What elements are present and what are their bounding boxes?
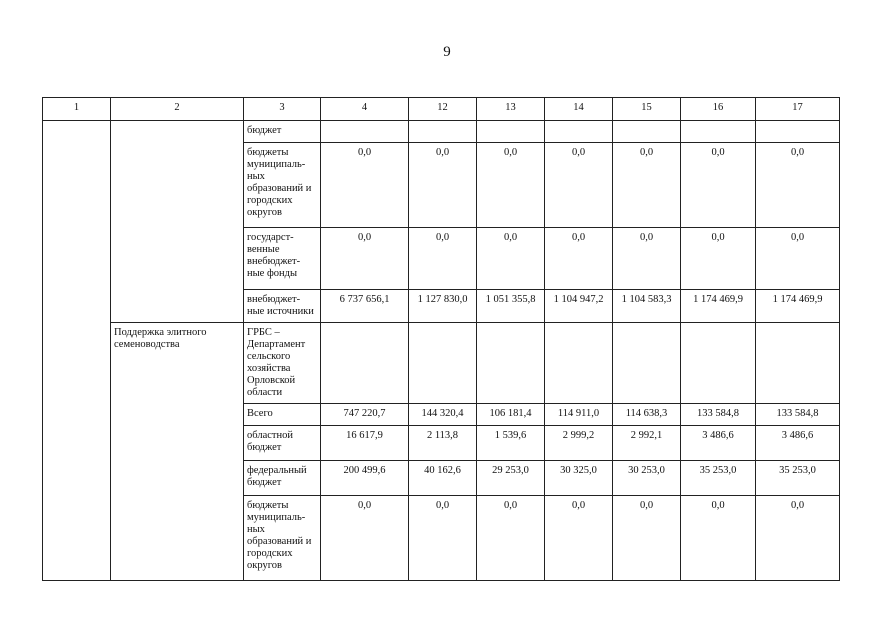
section-title: Поддержка элитного семеноводства: [111, 323, 244, 581]
value-cell: 35 253,0: [756, 461, 840, 496]
row-label: бюджеты муниципаль-ных образований и городских округов: [244, 496, 321, 581]
value-cell: 0,0: [477, 496, 545, 581]
row-label: бюджеты муниципаль-ных образований и городских округов: [244, 143, 321, 228]
row-label: ГРБС – Департамент сельского хозяйства Орловской области: [244, 323, 321, 404]
table-row: [43, 323, 840, 404]
value-cell: 30 253,0: [613, 461, 681, 496]
value-cell: 3 486,6: [681, 426, 756, 461]
table-row: [43, 121, 840, 143]
value-cell: 114 911,0: [545, 404, 613, 426]
value-cell: 30 325,0: [545, 461, 613, 496]
header-cell: 16: [681, 98, 756, 121]
value-cell: 0,0: [477, 228, 545, 290]
row-label: Всего: [244, 404, 321, 426]
value-cell: 0,0: [409, 143, 477, 228]
value-cell: [409, 121, 477, 143]
value-cell: 0,0: [477, 143, 545, 228]
value-cell: 114 638,3: [613, 404, 681, 426]
value-cell: 0,0: [756, 143, 840, 228]
value-cell: [613, 121, 681, 143]
value-cell: 40 162,6: [409, 461, 477, 496]
value-cell: [321, 323, 409, 404]
value-cell: [545, 323, 613, 404]
value-cell: 6 737 656,1: [321, 290, 409, 323]
value-cell: [613, 323, 681, 404]
value-cell: [545, 121, 613, 143]
value-cell: 0,0: [409, 496, 477, 581]
value-cell: 0,0: [613, 496, 681, 581]
value-cell: 0,0: [545, 228, 613, 290]
value-cell: 1 539,6: [477, 426, 545, 461]
value-cell: 0,0: [409, 228, 477, 290]
value-cell: 1 174 469,9: [756, 290, 840, 323]
value-cell: 0,0: [681, 228, 756, 290]
row-label: внебюджет-ные источники: [244, 290, 321, 323]
merged-col-1: [43, 121, 111, 581]
value-cell: 747 220,7: [321, 404, 409, 426]
value-cell: 133 584,8: [756, 404, 840, 426]
row-label: бюджет: [244, 121, 321, 143]
value-cell: 0,0: [321, 228, 409, 290]
header-cell: 3: [244, 98, 321, 121]
value-cell: 1 104 947,2: [545, 290, 613, 323]
value-cell: 0,0: [545, 496, 613, 581]
value-cell: [477, 121, 545, 143]
value-cell: [756, 323, 840, 404]
row-label: государст-венные внебюджет-ные фонды: [244, 228, 321, 290]
value-cell: 1 174 469,9: [681, 290, 756, 323]
value-cell: 106 181,4: [477, 404, 545, 426]
value-cell: 35 253,0: [681, 461, 756, 496]
value-cell: [477, 323, 545, 404]
header-cell: 17: [756, 98, 840, 121]
value-cell: [409, 323, 477, 404]
value-cell: 0,0: [756, 228, 840, 290]
value-cell: 1 127 830,0: [409, 290, 477, 323]
value-cell: 29 253,0: [477, 461, 545, 496]
value-cell: 144 320,4: [409, 404, 477, 426]
header-cell: 14: [545, 98, 613, 121]
row-label: областной бюджет: [244, 426, 321, 461]
value-cell: [681, 121, 756, 143]
header-cell: 2: [111, 98, 244, 121]
value-cell: 0,0: [545, 143, 613, 228]
header-cell: 15: [613, 98, 681, 121]
value-cell: 2 113,8: [409, 426, 477, 461]
value-cell: [321, 121, 409, 143]
value-cell: 2 999,2: [545, 426, 613, 461]
value-cell: 16 617,9: [321, 426, 409, 461]
merged-col-2: [111, 121, 244, 323]
row-label: федеральный бюджет: [244, 461, 321, 496]
header-cell: 12: [409, 98, 477, 121]
value-cell: 0,0: [756, 496, 840, 581]
value-cell: [681, 323, 756, 404]
value-cell: 200 499,6: [321, 461, 409, 496]
value-cell: 133 584,8: [681, 404, 756, 426]
header-cell: 13: [477, 98, 545, 121]
header-cell: 4: [321, 98, 409, 121]
value-cell: 2 992,1: [613, 426, 681, 461]
budget-table: [42, 97, 840, 581]
page-number: 9: [443, 44, 451, 60]
value-cell: 0,0: [321, 496, 409, 581]
value-cell: 3 486,6: [756, 426, 840, 461]
value-cell: 0,0: [681, 143, 756, 228]
value-cell: [756, 121, 840, 143]
value-cell: 0,0: [613, 143, 681, 228]
value-cell: 1 051 355,8: [477, 290, 545, 323]
value-cell: 1 104 583,3: [613, 290, 681, 323]
value-cell: 0,0: [613, 228, 681, 290]
header-cell: 1: [43, 98, 111, 121]
value-cell: 0,0: [681, 496, 756, 581]
header-row: [43, 98, 840, 121]
value-cell: 0,0: [321, 143, 409, 228]
